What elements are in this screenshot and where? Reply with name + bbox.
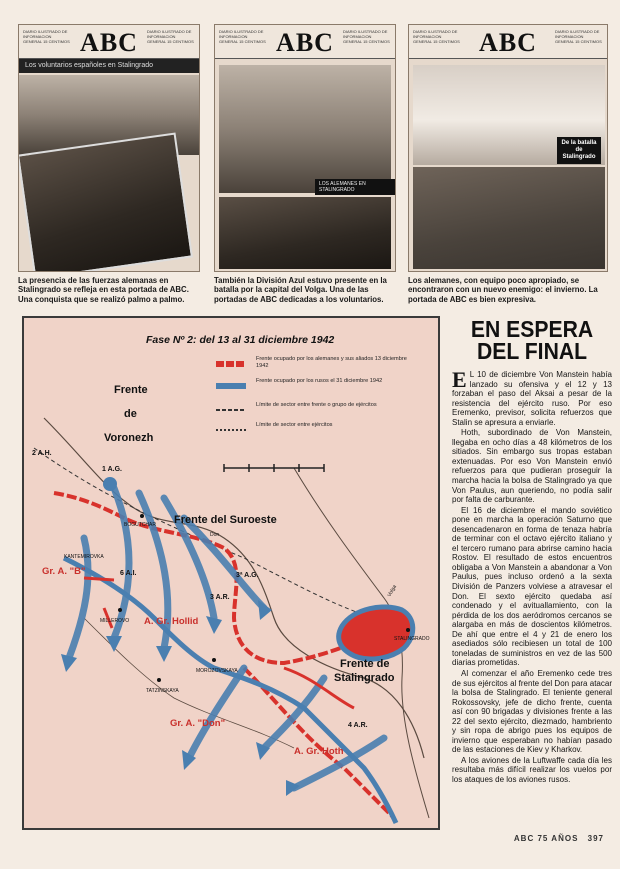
masthead-side-text: DIARIO ILUSTRADO DE INFORMACION GENERAL 15 CENTIMOS: [413, 29, 460, 44]
label-city-tatzinskaya: TATZINSKAYA: [146, 688, 179, 694]
legend-swatch-army-boundary: [216, 429, 246, 431]
masthead-side-text: DIARIO ILUSTRADO DE INFORMACION GENERAL 15 CENTIMOS: [555, 29, 602, 44]
headline-line-2: DEL FINAL: [476, 338, 588, 364]
abc-cover-3: [408, 24, 608, 272]
legend-text: Límite de sector entre frente o grupo de ejércitos: [256, 402, 377, 408]
ruined-city-photo: [219, 65, 391, 193]
label-suroeste: Frente del Suroeste: [174, 514, 277, 526]
article-paragraph: A los aviones de la Luftwaffe cada día les resultaba más difícil realizar los vuelos por los ataques de los aviones rusos.: [452, 755, 612, 784]
label-city-morozovskaya: MOROZOVSKAYA: [196, 668, 238, 674]
arrowhead: [258, 600, 272, 620]
label-a-gr-hollid: A. Gr. Hollid: [144, 616, 199, 627]
legend-text: Frente ocupado por los alemanes y sus aliados 13 diciembre 1942: [256, 356, 407, 369]
map-title: Fase Nº 2: del 13 al 31 diciembre 1942: [146, 334, 335, 346]
arrowhead: [61, 654, 77, 672]
legend-text: Límite de sector entre ejércitos: [256, 422, 333, 428]
arrowheads: [61, 600, 300, 796]
page-footer: [508, 834, 604, 843]
soviet-arrow: [114, 488, 129, 638]
label-gr-a-don: Gr. A. "Don": [170, 718, 226, 729]
scale-bar: [224, 464, 324, 472]
abc-cover-1: [18, 24, 200, 272]
river-don-line: [44, 418, 424, 758]
arrowhead: [156, 646, 172, 662]
label-river-don: Don: [210, 532, 220, 538]
label-city-stalingrado: STALINGRADO: [394, 636, 430, 642]
legend-text: Frente ocupado por los rusos el 31 diciembre 1942: [256, 378, 383, 384]
label-army-3ag: 3ª A.G.: [236, 572, 259, 579]
label-army-1ag: 1 A.G.: [102, 466, 122, 473]
masthead-side-text: DIARIO ILUSTRADO DE INFORMACION GENERAL 15 CENTIMOS: [343, 29, 390, 44]
article-body: [452, 367, 612, 785]
cover-gallery: [18, 24, 608, 274]
legend-item: [216, 402, 412, 420]
label-stalingrado-2: Stalingrado: [334, 672, 395, 684]
masthead-side-text: DIARIO ILUSTRADO DE INFORMACION GENERAL 15 CENTIMOS: [147, 29, 194, 44]
label-a-gr-hoth: A. Gr. Hoth: [294, 746, 344, 757]
label-de: de: [124, 408, 137, 420]
footer-publication: ABC 75 AÑOS: [513, 834, 579, 843]
paragraph-text: L 10 de diciembre Von Manstein había lanzado su ofensiva y el 12 y 13 forzaban el paso del Aksai a pesar de la resistencia del ejército ruso. Por eso Eremenko, previsor, solicita refuerzos que Stalin se apresura a enviarle.: [452, 370, 612, 427]
article-paragraph: [452, 367, 612, 427]
cover-masthead: [215, 25, 395, 59]
caption-cover-2: También la División Azul estuvo presente en la batalla por la capital del Volga. Una de las portadas de ABC dedicadas a los voluntarios.: [214, 276, 387, 304]
battle-map: [22, 316, 440, 830]
article-paragraph: Hoth, subordinado de Von Manstein, llegaba en ocho días a 48 kilómetros de los sitiados. Sin embargo sus tropas estaban extenuadas. Por eso Von Manstein envió refuerzos para que pudieran proseguir la marcha hacia la bolsa de Stalingrado ya que Von Paulus, aun queriendo, no podía salir por falta de carburante.: [452, 428, 612, 505]
abc-logo: ABC: [80, 28, 138, 57]
label-frente: Frente: [114, 384, 148, 396]
soviet-arrow: [189, 668, 244, 758]
label-voronezh: Voronezh: [104, 432, 154, 444]
battle-photo: [219, 197, 391, 269]
label-gr-ab: Gr. A. "B": [42, 566, 86, 577]
cover-masthead: [409, 25, 607, 59]
label-stalingrado-1: Frente de: [340, 658, 390, 670]
cover-banner: Los voluntarios españoles en Stalingrado: [19, 59, 199, 73]
article: [452, 318, 612, 786]
arrowhead: [106, 636, 122, 652]
caption-cover-3: Los alemanes, con equipo poco apropiado, se encontraron con un nuevo enemigo: el invierno. La portada de ABC es bien expresiva.: [408, 276, 598, 304]
cover-captions: [18, 276, 612, 310]
label-city-kantemirovka: KANTEMIROVKA: [64, 554, 104, 560]
page-number: 397: [587, 834, 604, 843]
german-arrow: [84, 578, 114, 580]
abc-cover-2: [214, 24, 396, 272]
legend-swatch-front-boundary: [216, 409, 246, 411]
cover-photo-caption: LOS ALEMANES EN STALINGRADO: [315, 179, 395, 195]
legend-item: [216, 422, 412, 440]
masthead-side-text: DIARIO ILUSTRADO DE INFORMACION GENERAL 15 CENTIMOS: [219, 29, 266, 44]
abc-logo: ABC: [479, 28, 537, 57]
article-headline: [458, 318, 605, 362]
article-paragraph: Al comenzar el año Eremenko cede tres de sus ejércitos al frente del Don para atacar la bolsa de Stalingrado. El teniente general Rokossovsky, jefe de dicho frente, cuenta así con 90 brigadas y divisiones frente a las 22 del sexto ejército, diezmado, hambriento y sin ropa de abrigo pues los equipos de invierno que esperaban no habían pasado de las estaciones de Kiev y Kharkov.: [452, 668, 612, 755]
article-paragraph: El 16 de diciembre el mando soviético pone en marcha la operación Saturno que desencadenaron en forma de tenaza habría de terminar con el octavo ejército italiano y el tercero rumano para abrirse camino hacia Rostov. El resultado de estos encuentros obligaba a Von Manstein a abandonar a Von Paulus, pues incluso ordenó a la sexta División de Panzers volviese a atravesar el Don. El sexto ejército quedaba así condenado y el avituallamiento, con la pérdida de los dos aeródromos cercanos se alargaba en más de doscientos kilómetros. De ahí que entre el 4 y 21 de enero los asediados sólo recibiesen un total de 100 toneladas de suministros en vez de las 500 diarias prometidas.: [452, 505, 612, 668]
legend-swatch-german: [216, 361, 246, 367]
map-legend: [216, 356, 412, 446]
officers-photo: [18, 132, 193, 272]
legend-item: [216, 378, 412, 396]
drop-cap: E: [452, 367, 467, 392]
label-army-3ar: 3 A.R.: [210, 594, 230, 601]
label-city-millerovo: MILLEROVO: [100, 618, 130, 624]
legend-swatch-soviet: [216, 383, 246, 389]
cover-masthead: [19, 25, 199, 59]
label-army-4ar: 4 A.R.: [348, 722, 368, 729]
label-city-bogutchar: BOGUTCHAR: [124, 522, 156, 528]
wrecked-vehicles-photo: [413, 167, 605, 269]
masthead-side-text: DIARIO ILUSTRADO DE INFORMACION GENERAL 15 CENTIMOS: [23, 29, 70, 44]
abc-logo: ABC: [276, 28, 334, 57]
cover-title-box: De la batalla de Stalingrado: [557, 137, 601, 164]
label-river-volga: Volga: [386, 584, 398, 598]
label-army-2ah: 2 A.H.: [32, 450, 52, 457]
label-army-6ai: 6 A.I.: [120, 570, 137, 577]
stalingrad-pocket: [339, 607, 413, 659]
arrowhead: [206, 616, 222, 634]
legend-item: [216, 356, 412, 374]
caption-cover-1: La presencia de las fuerzas alemanas en Stalingrado se refleja en esta portada de ABC. Una conquista que se realizó palmo a palmo.: [18, 276, 189, 304]
headline-line-1: EN ESPERA: [470, 316, 594, 342]
